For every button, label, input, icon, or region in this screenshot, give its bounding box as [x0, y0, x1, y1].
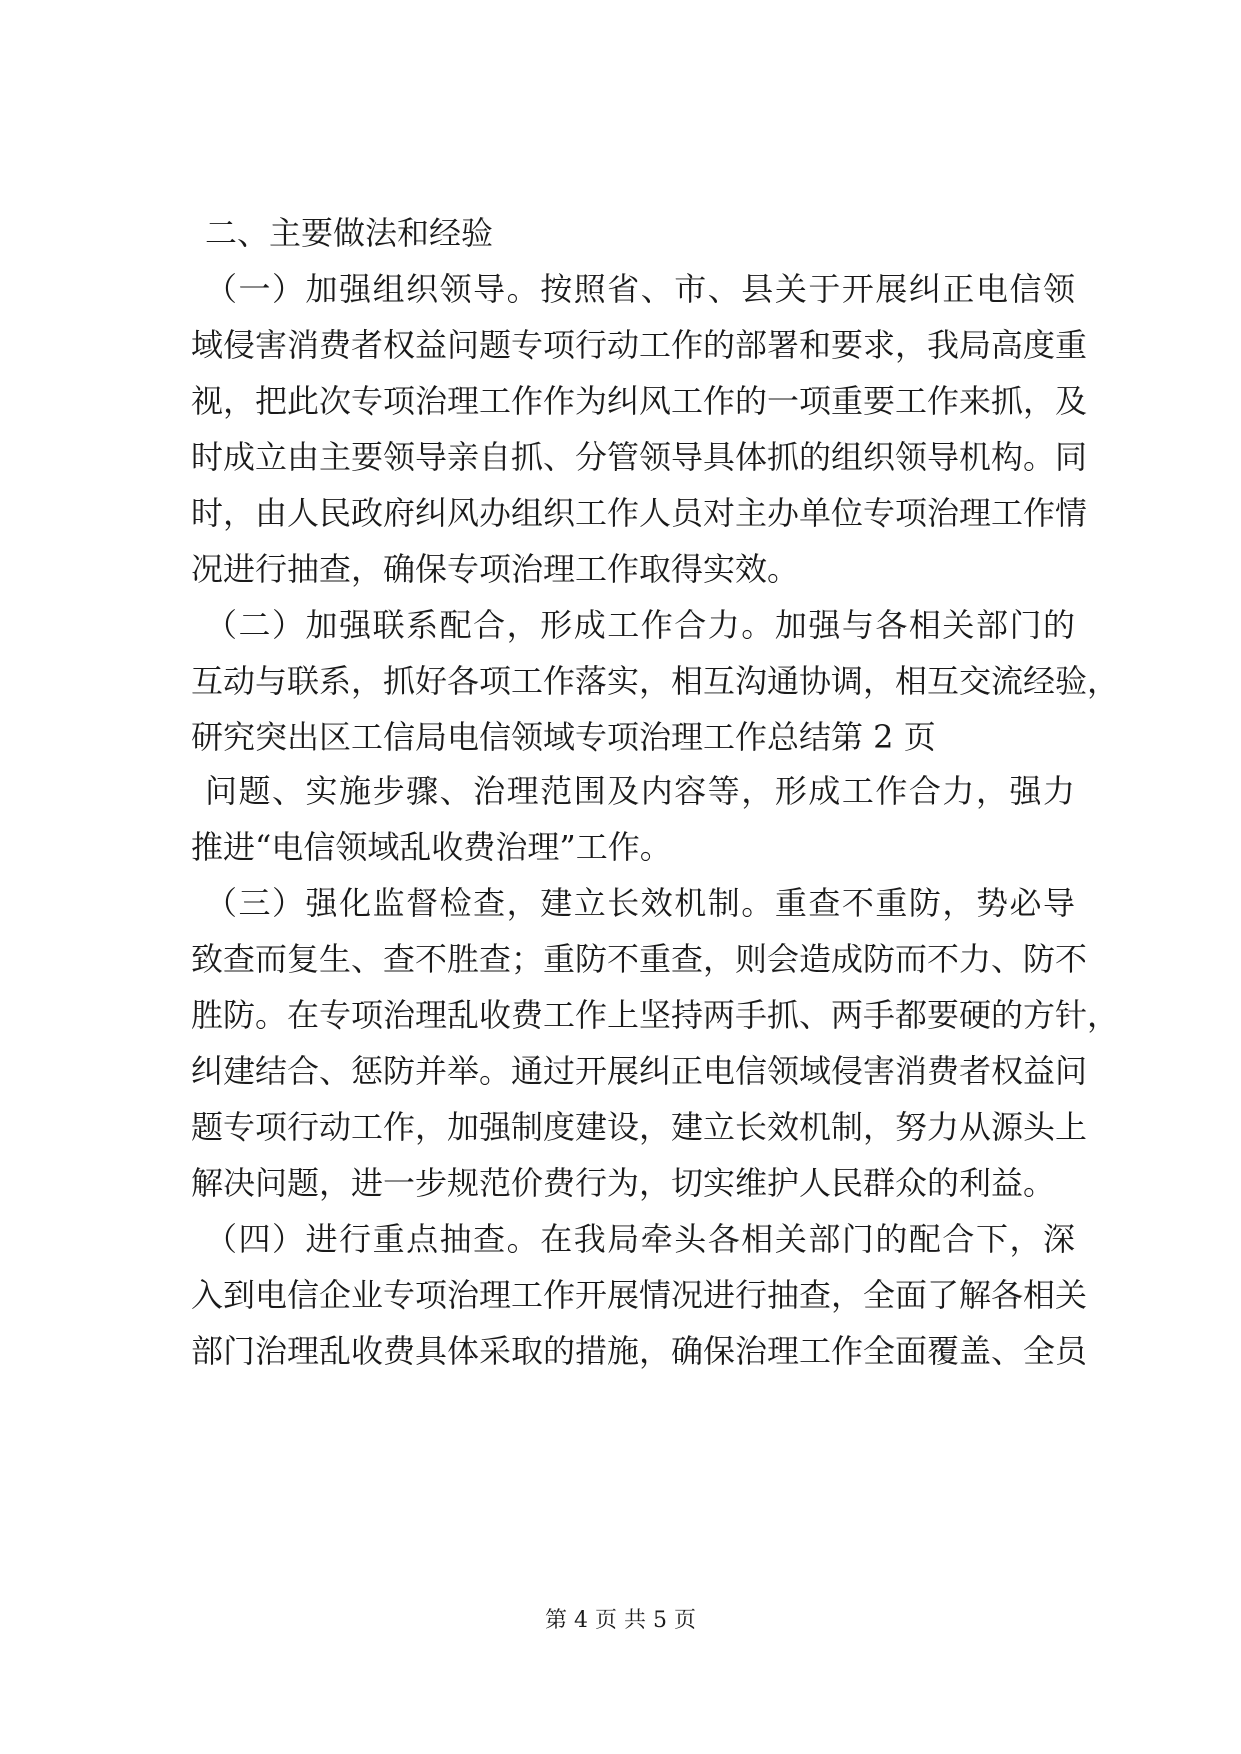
paragraph-line: （一）加强组织领导。按照省、市、县关于开展纠正电信领 [205, 270, 1075, 308]
paragraph-line: 况进行抽查，确保专项治理工作取得实效。 [191, 550, 800, 588]
paragraph-line: 问题、实施步骤、治理范围及内容等，形成工作合力，强力 [205, 772, 1075, 810]
paragraph-line: 时成立由主要领导亲自抓、分管领导具体抓的组织领导机构。同 [191, 438, 1088, 476]
running-title-line: 研究突出区工信局电信领域专项治理工作总结第 2 页 [191, 718, 936, 756]
paragraph-line: 胜防。在专项治理乱收费工作上坚持两手抓、两手都要硬的方针， [191, 996, 1120, 1034]
paragraph-line: 视，把此次专项治理工作作为纠风工作的一项重要工作来抓，及 [191, 382, 1088, 420]
paragraph-line: 域侵害消费者权益问题专项行动工作的部署和要求，我局高度重 [191, 326, 1088, 364]
paragraph-line: 解决问题，进一步规范价费行为，切实维护人民群众的利益。 [191, 1164, 1056, 1202]
paragraph-line: 致查而复生、查不胜查；重防不重查，则会造成防而不力、防不 [191, 940, 1088, 978]
paragraph-line: 时，由人民政府纠风办组织工作人员对主办单位专项治理工作情 [191, 494, 1088, 532]
paragraph-line: （三）强化监督检查，建立长效机制。重查不重防，势必导 [205, 884, 1075, 922]
paragraph-line: 部门治理乱收费具体采取的措施，确保治理工作全面覆盖、全员 [191, 1332, 1088, 1370]
paragraph-line: 推进“电信领域乱收费治理”工作。 [191, 828, 672, 866]
paragraph-line: 纠建结合、惩防并举。通过开展纠正电信领域侵害消费者权益问 [191, 1052, 1088, 1090]
section-heading: 二、主要做法和经验 [205, 214, 494, 252]
paragraph-line: （四）进行重点抽查。在我局牵头各相关部门的配合下，深 [205, 1220, 1075, 1258]
paragraph-line: 入到电信企业专项治理工作开展情况进行抽查，全面了解各相关 [191, 1276, 1088, 1314]
paragraph-line: 题专项行动工作，加强制度建设，建立长效机制，努力从源头上 [191, 1108, 1088, 1146]
page-footer: 第 4 页 共 5 页 [545, 1608, 696, 1633]
paragraph-line: 互动与联系，抓好各项工作落实，相互沟通协调，相互交流经验， [191, 662, 1120, 700]
paragraph-line: （二）加强联系配合，形成工作合力。加强与各相关部门的 [205, 606, 1075, 644]
